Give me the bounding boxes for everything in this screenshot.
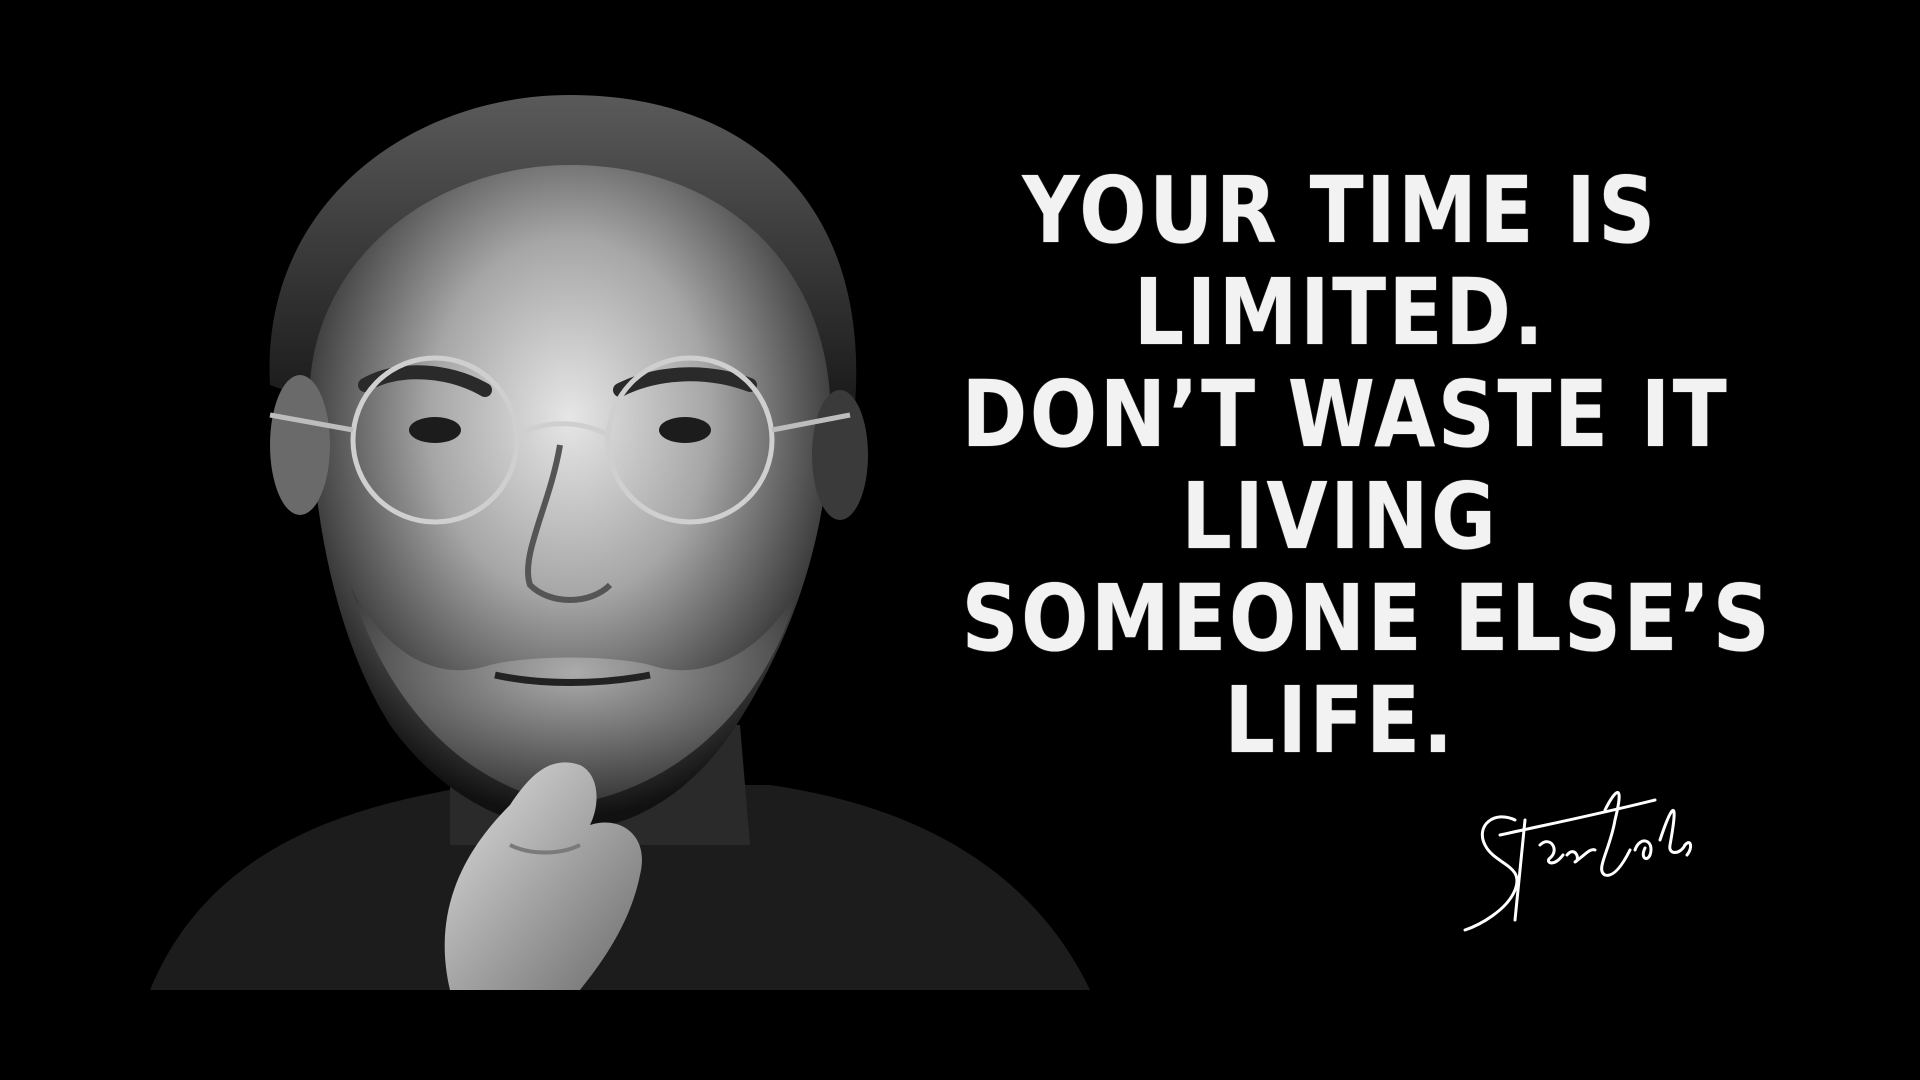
quote-line-6: LIFE. [1224,667,1456,774]
quote-line-3: DON’T WASTE IT [961,361,1730,468]
quote-line-4: LIVING [1181,463,1499,570]
portrait-photo [150,85,1090,990]
quote-text [961,157,1773,774]
quote-line-2: LIMITED. [1133,259,1547,366]
signature [1455,750,1695,940]
quote-line-5: SOMEONE ELSE’S [961,565,1773,672]
quote-line-1: YOUR TIME IS [1022,157,1658,264]
